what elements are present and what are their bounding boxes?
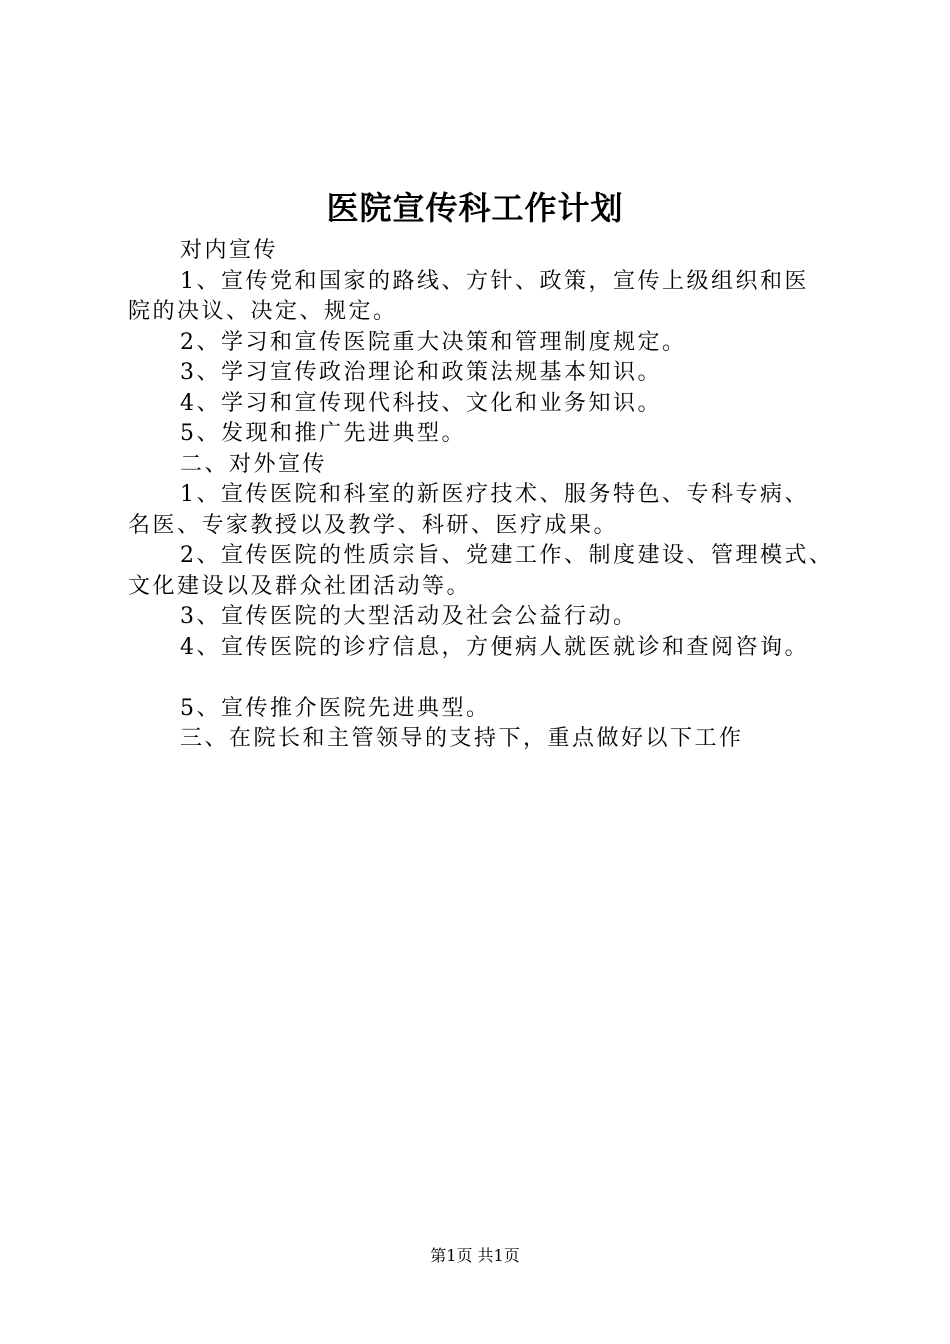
body-line: 5、宣传推介医院先进典型。 <box>180 695 491 721</box>
blank-line <box>128 663 848 694</box>
body-line: 3、学习宣传政治理论和政策法规基本知识。 <box>180 360 662 385</box>
body-line: 1、宣传党和国家的路线、方针、政策，宣传上级组织和医 <box>180 268 809 294</box>
body-line: 名医、专家教授以及教学、科研、医疗成果。 <box>128 512 619 538</box>
document-body <box>128 236 848 755</box>
body-line: 4、宣传医院的诊疗信息，方便病人就医就诊和查阅咨询。 <box>180 634 809 660</box>
body-line: 4、学习和宣传现代科技、文化和业务知识。 <box>180 390 662 416</box>
body-line: 文化建设以及群众社团活动等。 <box>128 573 472 599</box>
body-line: 对内宣传 <box>180 238 279 263</box>
body-line: 3、宣传医院的大型活动及社会公益行动。 <box>180 604 638 629</box>
body-line: 2、宣传医院的性质宗旨、党建工作、制度建设、管理模式、 <box>180 543 834 568</box>
body-line: 三、在院长和主管领导的支持下，重点做好以下工作 <box>180 726 744 751</box>
document-title: 医院宣传科工作计划 <box>326 189 624 227</box>
body-line: 1、宣传医院和科室的新医疗技术、服务特色、专科专病、 <box>180 482 809 507</box>
body-line: 5、发现和推广先进典型。 <box>180 421 466 446</box>
body-line: 二、对外宣传 <box>180 451 328 477</box>
body-line: 2、学习和宣传医院重大决策和管理制度规定。 <box>180 329 687 355</box>
page-number-footer: 第1页 共1页 <box>430 1246 520 1265</box>
body-line: 院的决议、决定、规定。 <box>128 299 398 324</box>
